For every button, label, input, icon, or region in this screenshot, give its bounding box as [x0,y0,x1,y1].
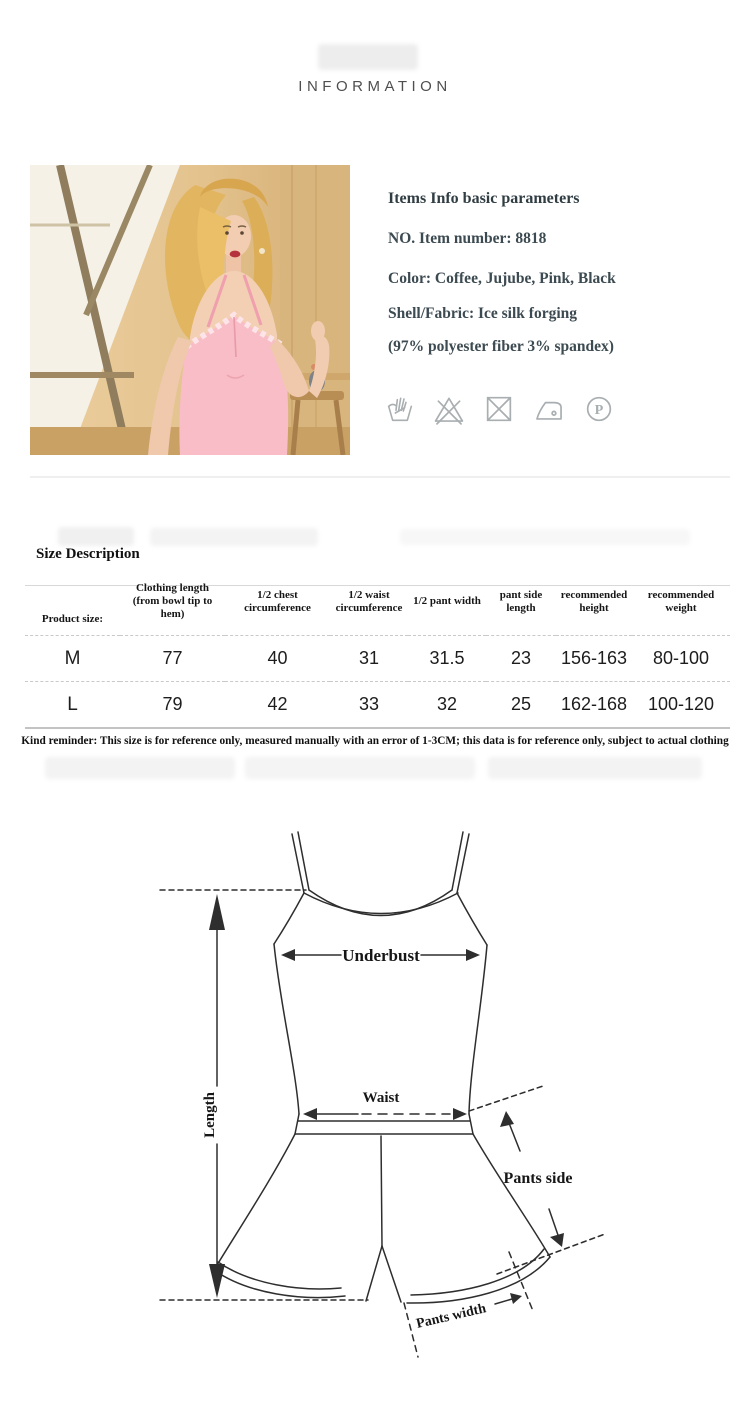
col-pant-side: pant side length [486,568,556,636]
underbust-label: Underbust [342,946,420,965]
item-number-line: NO. Item number: 8818 [388,230,547,247]
cell: 100-120 [632,682,730,729]
info-block-title: Items Info basic parameters [388,190,580,207]
cell: 77 [120,636,225,682]
hand-wash-icon [384,392,416,426]
faded-text-blob [150,528,318,546]
length-label: Length [202,1092,218,1138]
cell: 25 [486,682,556,729]
faded-text-blob [400,529,690,545]
garment-line-drawing [0,814,750,1404]
do-not-bleach-icon [432,392,466,426]
col-product-size: Product size: [25,568,120,636]
cell: 40 [225,636,330,682]
do-not-tumble-dry-icon [482,392,516,426]
dry-clean-icon [582,392,616,426]
col-pant-width: 1/2 pant width [408,568,486,636]
cell: 31.5 [408,636,486,682]
col-clothing-length: Clothing length (from bowl tip to hem) [120,568,225,636]
page-title: INFORMATION [298,78,452,95]
cell: 156-163 [556,636,632,682]
faded-text-blob [488,757,702,779]
col-height: recommended height [556,568,632,636]
product-photo [30,165,350,455]
col-chest: 1/2 chest circumference [225,568,330,636]
cell-size: M [25,636,120,682]
table-row [25,682,730,729]
product-info-block [388,190,733,378]
cell: 79 [120,682,225,729]
cell: 42 [225,682,330,729]
size-section-title: Size Description [36,546,140,562]
pants-width-label: Pants width [414,1301,488,1332]
cell: 31 [330,636,408,682]
section-divider [30,476,730,478]
cell: 162-168 [556,682,632,729]
kind-reminder-text: Kind reminder: This size is for reference only, measured manually with an error of 1-3CM; this data is for reference only, subject to actual clothing [21,735,729,747]
svg-text:P: P [594,401,604,418]
color-line: Color: Coffee, Jujube, Pink, Black [388,270,616,287]
cell: 32 [408,682,486,729]
fabric-line: Shell/Fabric: Ice silk forging [388,305,578,322]
cell: 80-100 [632,636,730,682]
composition-line: (97% polyester fiber 3% spandex) [388,338,614,355]
waist-label: Waist [362,1090,400,1106]
pants-side-label: Pants side [503,1170,573,1187]
size-measurement-diagram [0,814,750,1404]
faded-text-blob [318,44,418,70]
col-waist: 1/2 waist circumference [330,568,408,636]
product-photo-illustration [30,165,350,455]
faded-text-blob [45,757,235,779]
cell-size: L [25,682,120,729]
col-weight: recommended weight [632,568,730,636]
cell: 23 [486,636,556,682]
care-icons-row [384,392,616,426]
size-table-header-row [25,568,730,636]
faded-text-blob [58,527,134,546]
cell: 33 [330,682,408,729]
table-row [25,636,730,682]
faded-text-blob [245,757,475,779]
size-table [25,568,730,729]
iron-icon [532,392,566,426]
